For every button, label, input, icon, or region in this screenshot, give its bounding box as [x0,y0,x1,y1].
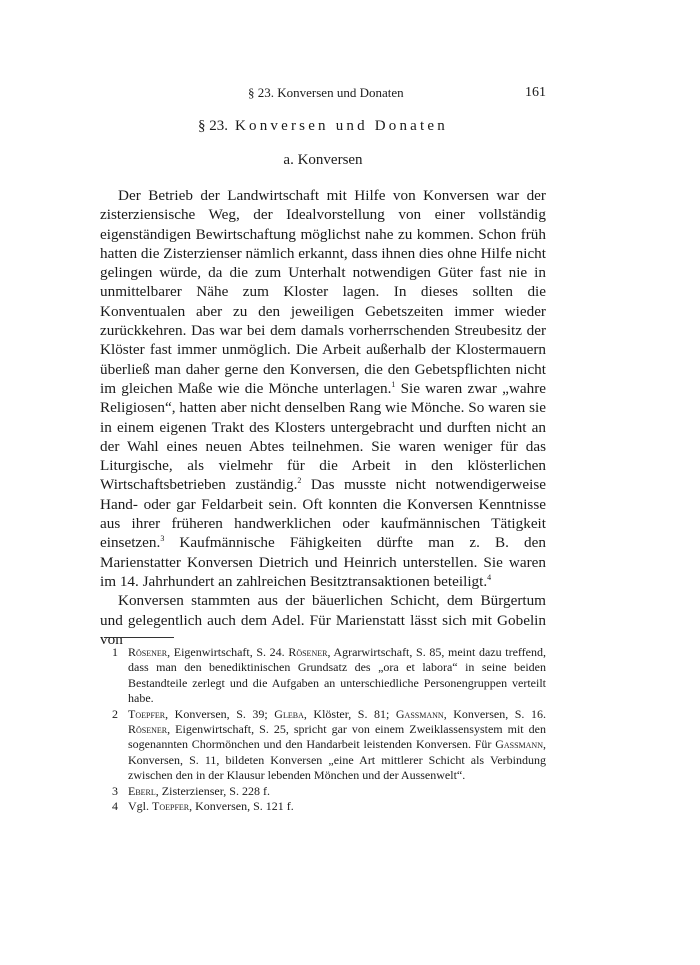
section-number: § 23. [198,118,229,134]
paragraph-text: Der Betrieb der Landwirtschaft mit Hilfe von Konversen war der zisterziensische Weg, der Idealvorstellung von einer vollständig eigenständigen Bewirtschaftung möglichst nahe zu kommen. Schon früh hatten die Zisterzienser nämlich erkannt, dass ihnen dies ohne Hilfe nicht gelingen würde, da die zum Unterhalt notwendigen Güter fast nie in unmittelbarer Nähe zum Kloster lagen. In dieses sollten die Konventualen aber zu den jeweiligen Gebetszeiten immer wieder zurückkehren. Das war bei dem damals vorherrschenden Streubesitz der Klöster fast immer unmöglich. Die Arbeit außerhalb der Klostermauern überließ man daher gerne den Konversen, die den Gebetspflichten nicht im gleichen Maße wie die Mönche unterlagen. [100,187,546,397]
body-text [100,186,546,649]
footnote-ref-2[interactable]: 2 [297,476,302,486]
footnote-number: 2 [112,706,118,721]
subsection-title: a. Konversen [283,152,363,168]
footnote-ref-1[interactable]: 1 [391,379,396,389]
paragraph-2: Konversen stammten aus der bäuerlichen Schicht, dem Bürgertum und gelegentlich auch dem Adel. Für Marienstatt lässt sich mit Gobelin von [100,592,546,648]
footnote-3 [100,784,546,799]
footnote-ref-3[interactable]: 3 [160,534,165,544]
page-number: 161 [525,85,546,100]
footnote-ref-4[interactable]: 4 [487,572,492,582]
footnote-text: , Zisterzienser, S. 228 f. [155,783,270,798]
footnote-divider [104,637,174,638]
footnote-text: , Agrarwirtschaft, S. 85, meint dazu treffend, dass man den benediktinischen Grundsatz des „ora et labora“ in seine beiden Bestandteile zerlegt und die Aufgaben an unterschiedliche Personengruppen verteilt habe. [128,645,546,706]
footnote-text: , Konversen, S. 11, bildeten Konversen „eine Art mittlerer Schicht als Verbindung zwischen den in der Klausur lebenden Mönchen und der Aussenwelt“. [128,737,546,783]
footnote-number: 4 [112,799,118,814]
footnote-text: , Eigenwirtschaft, S. 25, spricht gar von einem Zweiklassensystem mit den sogenannten Chormönchen und den Handarbeit leistenden Konversen. Für [128,722,546,752]
footnote-text: , Konversen, S. 121 f. [189,799,294,814]
footnotes [100,645,546,814]
section-title-text: Konversen und Donaten [234,118,448,134]
paragraph-1 [100,186,546,591]
footnote-text: Vgl. [128,799,152,814]
running-title: § 23. Konversen und Donaten [248,85,404,100]
footnote-number: 3 [112,783,118,798]
paragraph-text: Sie waren zwar „wahre Religiosen“, hatten aber nicht denselben Rang wie Mönche. So waren sie in einem eigenen Trakt des Klosters untergebracht und durften nicht an der Wahl eines neuen Abtes teilnehmen. Sie waren weniger für das Liturgische, als vielmehr für die Arbeit in den klösterlichen Wirtschaftsbetrieben zuständig. [100,379,547,494]
author-name: Toepfer [128,706,166,721]
footnote-1 [100,645,546,707]
footnote-number: 1 [112,645,118,659]
author-name: Rösener [128,722,168,737]
section-title [100,118,546,135]
author-name: Gassmann [395,706,444,721]
author-name: Eberl [128,783,156,798]
author-name: Gassmann [495,737,543,752]
author-name: Rösener [128,645,168,659]
paragraph-text: Kaufmännische Fähigkeiten dürfte man z. B. den Marienstatter Konversen Dietrich und Heinrich unterstellen. Sie waren im 14. Jahrhundert an zahlreichen Besitztransaktionen beteiligt. [100,534,546,590]
author-name: Gleba [274,706,304,721]
author-name: Toepfer [152,799,190,814]
footnote-4 [100,799,546,814]
footnote-text: , Eigenwirtschaft, S. 24. [167,645,289,659]
footnote-text: , Konversen, S. 16. [443,706,546,721]
author-name: Rösener [288,645,328,659]
footnote-text: , Klöster, S. 81; [303,706,396,721]
footnote-text: , Konversen, S. 39; [165,706,275,721]
paragraph-text: Das musste nicht notwendigerweise Hand- oder gar Feldarbeit sein. Oft konnten die Konversen Kenntnisse aus ihrer früheren handwerklichen oder kaufmännischen Tätigkeit einsetzen. [100,476,546,552]
footnote-2 [100,707,546,784]
